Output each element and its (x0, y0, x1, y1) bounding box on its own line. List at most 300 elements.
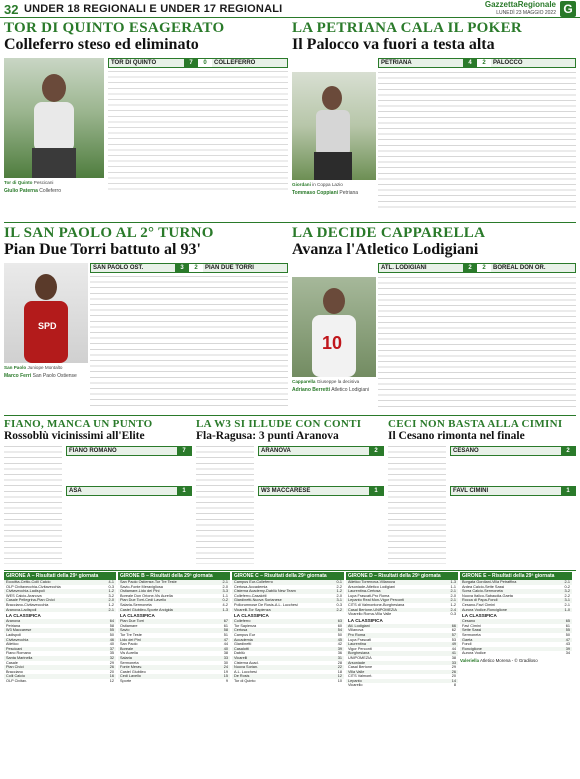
match-score: 1-2 (108, 589, 114, 594)
home-team: ATL. LODIGIANI (379, 264, 463, 272)
team-name: Sporte (120, 678, 132, 683)
article-headline: Fla-Ragusa: 3 punti Aranova (196, 430, 339, 442)
team-name: Aranova (6, 619, 21, 624)
away-team: PIAN DUE TORRI (203, 264, 287, 272)
match-score: 1-2 (336, 589, 342, 594)
player-silhouette (292, 277, 376, 377)
team-points: 26 (109, 665, 114, 670)
caption-text: Atletico Morena - © Gradiloso (479, 657, 538, 663)
results-list (232, 580, 344, 612)
classifica-list (118, 619, 230, 683)
team-points: 37 (109, 646, 114, 651)
match-name: Bracciano-Civitaveccchia (6, 602, 49, 607)
team-name: Sermoneta (462, 632, 481, 637)
article-body (90, 276, 288, 406)
standings-table (4, 572, 116, 777)
match-name: Certosa-Accademia (234, 584, 268, 589)
issue-date: LUNEDÌ 23 MAGGIO 2022 (496, 10, 556, 16)
photo-caption: Capparella Giuseppe la decisiva (292, 379, 360, 384)
scoreboard-away (450, 486, 576, 496)
team-name: Giardinetti (234, 642, 252, 647)
team-points: 53 (451, 637, 456, 642)
article-kicker: LA W3 SI ILLUDE CON CONTI (196, 418, 362, 430)
match-score: 2-1 (108, 607, 114, 612)
team-name: Colleferro (234, 619, 251, 624)
team-name: Casalotti (234, 646, 249, 651)
match-name: Aranova-Ladispoli (6, 607, 37, 612)
team-name: CITS Valmont. (348, 674, 373, 679)
team-points: 67 (223, 619, 228, 624)
team-name: Castel Giubileo (120, 669, 146, 674)
away-team: COLLEFERRO (212, 59, 287, 67)
scoreboard (378, 58, 576, 68)
team-points: 65 (565, 619, 570, 624)
team-points: 50 (565, 632, 570, 637)
team-points: 64 (109, 619, 114, 624)
match-name: Lepanto Real Mon-Vigor Perconti (348, 598, 405, 603)
match-score: 0-3 (450, 612, 456, 617)
away-team: FAVL CIMINI (451, 487, 561, 495)
team-points: 30 (223, 660, 228, 665)
match-name: OLP Civitavecchia-Civitavecchia (6, 584, 61, 589)
team-points: 31 (337, 655, 342, 660)
scoreboard (90, 263, 288, 273)
article-headline: Il Palocco va fuori a testa alta (292, 36, 495, 53)
classifica-title: LA CLASSIFICA (234, 613, 269, 619)
match-score: 4-1 (108, 580, 114, 584)
match-score: 1-3 (450, 580, 456, 584)
article-photo (4, 263, 88, 363)
home-team: PETRIANA (379, 59, 463, 67)
team-name: Salaria (120, 655, 132, 660)
match-name: Colleferro-Casalotti (234, 593, 267, 598)
away-score: 1 (177, 487, 191, 495)
team-name: Petriana (6, 623, 21, 628)
away-team: BOREAL DON OR. (491, 264, 575, 272)
team-name: Cisterna Acad. (234, 660, 259, 665)
team-name: Casale (6, 660, 18, 665)
team-name: Pro Roma (348, 632, 366, 637)
match-score: 3-1 (336, 598, 342, 603)
team-points: 57 (451, 632, 456, 637)
team-points: 38 (223, 651, 228, 656)
article-fiano (4, 418, 192, 568)
standings-table (232, 572, 344, 777)
scoreboard (450, 446, 576, 456)
team-name: Casal Bertone (348, 665, 373, 670)
home-score: 2 (463, 264, 477, 272)
scoreboard (378, 263, 576, 273)
match-name: Salaria-Sermoneta (120, 602, 152, 607)
team-points: 20 (109, 669, 114, 674)
team-name: Campus Eur (234, 632, 256, 637)
home-score: 4 (463, 59, 477, 67)
match-score: 1-0 (564, 607, 570, 612)
team-points: 20 (451, 674, 456, 679)
article-headline: Colleferro steso ed eliminato (4, 36, 199, 53)
team-name: Savio (120, 628, 130, 633)
match-name: Sorra Calcio-Sermoneta (462, 589, 503, 594)
match-score: 1-2 (108, 602, 114, 607)
article-headline: Il Cesano rimonta nel finale (388, 430, 525, 442)
team-points: 35 (109, 651, 114, 656)
team-points: 16 (109, 674, 114, 679)
svg-text:10: 10 (322, 333, 343, 353)
match-score: 0-3 (108, 584, 114, 589)
team-name: Pian Due Torri (120, 619, 144, 624)
team-points: 39 (565, 646, 570, 651)
team-points: 8 (453, 683, 456, 688)
svg-text:SPD: SPD (38, 321, 57, 331)
match-name: Pollorumnose De Rosis-A.L. Lucchesi (234, 602, 298, 607)
team-name: Vicarello (348, 683, 363, 688)
standing-row (460, 651, 572, 656)
home-score: 7 (177, 447, 191, 455)
team-points: 49 (451, 642, 456, 647)
team-name: Villa Valle (348, 669, 365, 674)
results-list (118, 580, 230, 612)
team-points: 19 (223, 669, 228, 674)
team-name: Aurora Vodice (462, 651, 486, 656)
home-team: SAN PAOLO OST. (91, 264, 175, 272)
match-score: 3-2 (108, 593, 114, 598)
second-caption: Giulio Paterna Colleferro (4, 188, 61, 194)
photo-caption: Giordani in Coppa Lazio (292, 182, 343, 187)
match-name: San Paolo Ostiense-Tor Tre Teste (120, 580, 177, 584)
away-score: 2 (477, 59, 491, 67)
match-score: 2-4 (450, 607, 456, 612)
team-name: A.L. Lucchesi (234, 669, 257, 674)
match-name: Giardinetti-Nuova Sorianese (234, 598, 282, 603)
match-score: 0-1 (336, 580, 342, 584)
team-name: Borghesiana (348, 651, 370, 656)
team-points: 42 (337, 642, 342, 647)
home-team: ARANOVA (259, 447, 369, 455)
classifica-title: LA CLASSIFICA (348, 617, 383, 623)
team-points: 58 (223, 628, 228, 633)
team-name: Dabliù (234, 651, 245, 656)
team-points: 55 (109, 628, 114, 633)
article-kicker: TOR DI QUINTO ESAGERATO (4, 20, 225, 36)
team-points: 29 (109, 660, 114, 665)
standings-table (346, 572, 458, 777)
match-name: Cesano-Favl Cimini (462, 602, 496, 607)
article-body (378, 72, 576, 212)
player-silhouette (292, 72, 376, 180)
team-points: 61 (223, 623, 228, 628)
article-kicker: FIANO, MANCA UN PUNTO (4, 418, 153, 430)
team-points: 44 (451, 646, 456, 651)
standing-row (118, 679, 230, 684)
team-name: Tor di Quinto (234, 678, 256, 683)
scoreboard (108, 58, 288, 68)
team-points: 62 (451, 628, 456, 633)
team-points: 26 (451, 669, 456, 674)
results-title: GIRONE B – Risultati della 29ª giornata (118, 572, 230, 580)
team-points: 22 (337, 665, 342, 670)
photo-caption: Tor di Quinto Pescicani (4, 180, 54, 185)
team-points: 32 (109, 655, 114, 660)
team-points: 12 (109, 678, 114, 683)
match-name: Atletico Torrenova-Villanova (348, 580, 395, 584)
match-name: CITS di Valmontone-Borghesiana (348, 602, 405, 607)
match-name: Ostiamare-Lido dei Pini (120, 589, 160, 594)
team-points: 47 (565, 637, 570, 642)
team-name: Bracciano (6, 669, 23, 674)
home-team: FIANO ROMANO (67, 447, 177, 455)
team-name: Pian Civici (6, 665, 24, 670)
home-team: CESANO (451, 447, 561, 455)
results-list (460, 580, 572, 612)
match-score: 1-1 (222, 593, 228, 598)
team-name: San Paolo (120, 642, 138, 647)
match-score: 2-1 (564, 602, 570, 607)
match-score: 1-3 (222, 607, 228, 612)
match-name: Aurora Vodice-Ronciglione (462, 607, 507, 612)
row-divider (4, 222, 576, 223)
team-points: 50 (109, 632, 114, 637)
match-score: 2-0 (108, 598, 114, 603)
section-title: UNDER 18 REGIONALI E UNDER 17 REGIONALI (24, 3, 283, 15)
match-name: Vicarello Roma-Villa Valle (348, 612, 392, 617)
team-name: Villanova (348, 628, 364, 633)
row-divider (4, 570, 576, 571)
match-name: Casal Bertone-UNIPOMEZIA (348, 607, 397, 612)
second-caption: Adriano Berretti Atletico Lodigiani (292, 387, 369, 393)
results-list (4, 580, 116, 612)
away-score: 1 (369, 487, 383, 495)
away-team: ASA (67, 487, 177, 495)
classifica-title: LA CLASSIFICA (120, 613, 155, 619)
team-points: 38 (451, 655, 456, 660)
team-points: 28 (337, 660, 342, 665)
scoreboard-away (258, 486, 384, 496)
team-points: 58 (109, 623, 114, 628)
team-points: 18 (337, 669, 342, 674)
caption-name: Valeriella (460, 657, 480, 663)
away-score: 2 (477, 264, 491, 272)
team-name: Vigor Perconti (348, 646, 372, 651)
away-score: 0 (198, 59, 212, 67)
article-san-paolo (4, 225, 288, 413)
classifica-title: LA CLASSIFICA (462, 613, 497, 619)
away-team: PALOCCO (491, 59, 575, 67)
match-name: Vicarelli-Tor Sapienza (234, 607, 271, 612)
match-name: Castel Giubileo-Sporte Arcigida (120, 607, 173, 612)
match-name: Ardea Calcio-Sette Sassi (462, 584, 505, 589)
team-points: 34 (565, 651, 570, 656)
match-name: WES Calcio-Aranova (6, 593, 42, 598)
results-title: GIRONE E – Risultati della 29ª giornata (460, 572, 572, 580)
home-score: 7 (184, 59, 198, 67)
match-name: Boreale Don Orione-Vis Aurelia (120, 593, 173, 598)
team-points: 12 (337, 674, 342, 679)
team-name: Santa Marinella (6, 655, 33, 660)
team-points: 29 (451, 665, 456, 670)
page-header (0, 0, 580, 18)
article-headline: Rossoblù vicinissimi all'Elite (4, 430, 145, 442)
team-points: 54 (337, 628, 342, 633)
team-name: Laurentina (348, 642, 366, 647)
team-name: Tor Sapienza (234, 623, 257, 628)
team-points: 41 (451, 651, 456, 656)
home-score: 3 (175, 264, 189, 272)
player-silhouette (4, 58, 104, 178)
team-points: 9 (225, 678, 228, 683)
article-body (388, 446, 446, 564)
article-kicker: CECI NON BASTA ALLA CIMINI (388, 418, 563, 430)
match-score: 0-3 (336, 602, 342, 607)
article-kicker: IL SAN PAOLO AL 2° TURNO (4, 225, 214, 241)
match-name: Arsoniade-Atletico Lodigiani (348, 584, 396, 589)
team-points: 46 (109, 637, 114, 642)
team-name: Sermoneta (120, 660, 139, 665)
brand-name: GazzettaRegionale (484, 0, 556, 9)
standing-row (346, 683, 458, 688)
standings-table (118, 572, 230, 777)
match-score: 2-1 (222, 580, 228, 584)
classifica-list (232, 619, 344, 683)
team-points: 60 (337, 623, 342, 628)
team-name: UNIPOMEZIA (348, 655, 372, 660)
article-kicker: LA PETRIANA CALA IL POKER (292, 20, 523, 36)
team-name: Vicarelli (234, 655, 248, 660)
match-name: Lupa Frascati-Pro Roma (348, 593, 390, 598)
away-score: 2 (189, 264, 203, 272)
team-name: Accademia (234, 637, 253, 642)
team-name: Pescicani (6, 646, 23, 651)
team-points: 44 (223, 642, 228, 647)
scoreboard (258, 446, 384, 456)
article-lodigiani (292, 225, 576, 413)
match-score: 2-2 (336, 584, 342, 589)
match-score: 2-0 (450, 593, 456, 598)
team-name: Ostiamare (120, 623, 138, 628)
match-name: Civitavecchia-Ladispoli (6, 589, 45, 594)
team-name: Atl. Lodigiani (348, 623, 370, 628)
article-kicker: LA DECIDE CAPPARELLA (292, 225, 486, 241)
team-name: Cesano (462, 619, 476, 624)
results-title: GIRONE C – Risultati della 29ª giornata (232, 572, 344, 580)
team-points: 36 (337, 651, 342, 656)
team-name: Fiano Romano (6, 651, 31, 656)
match-score: 4-2 (222, 602, 228, 607)
away-score: 1 (561, 487, 575, 495)
match-name: Rocca di Papa-Fondi (462, 598, 498, 603)
home-score: 2 (369, 447, 383, 455)
match-name: Laurentina-Certosa (348, 589, 381, 594)
match-name: Casale Pellegrina-Pian Civici (6, 598, 55, 603)
match-name: Cisterna Academy-Dabliù New Team (234, 589, 296, 594)
article-body (196, 446, 254, 564)
article-photo (292, 277, 376, 377)
brand-logo: G (560, 1, 576, 17)
second-caption: Marco Ferri San Paolo Ostiense (4, 373, 77, 379)
article-body (108, 71, 288, 191)
match-score: 0-2 (222, 598, 228, 603)
scoreboard-away (66, 486, 192, 496)
photo-caption: San Paolo Juniope Montalto (4, 365, 63, 370)
home-team: TOR DI QUINTO (109, 59, 184, 67)
standing-row (232, 679, 344, 684)
article-cesano (388, 418, 576, 568)
match-name: Nuova Italico-Sabaudia-Gaeta (462, 593, 513, 598)
team-name: Boreale (120, 646, 134, 651)
team-points: 50 (337, 632, 342, 637)
results-title: GIRONE D – Risultati della 29ª giornata (346, 572, 458, 580)
home-score: 2 (561, 447, 575, 455)
results-title: GIRONE A – Risultati della 29ª giornata (4, 572, 116, 580)
team-name: Nuova Sorian. (234, 665, 259, 670)
page-number: 32 (4, 2, 19, 17)
match-score: 2-1 (564, 580, 570, 584)
team-name: Favl Cimini (462, 623, 481, 628)
classifica-title: LA CLASSIFICA (6, 613, 41, 619)
team-points: 63 (337, 619, 342, 624)
team-points: 51 (223, 632, 228, 637)
match-score: 2-0 (222, 584, 228, 589)
classifica-list (460, 619, 572, 656)
scoreboard (66, 446, 192, 456)
team-name: Cedi Lavello (120, 674, 141, 679)
match-score: 3-1 (564, 598, 570, 603)
team-points: 33 (223, 655, 228, 660)
team-points: 55 (565, 628, 570, 633)
article-body (378, 277, 576, 407)
second-caption: Tommaso Coppiani Petriana (292, 190, 359, 196)
team-name: Atletico (6, 642, 19, 647)
article-headline: Avanza l'Atletico Lodigiani (292, 241, 479, 258)
player-silhouette (4, 263, 88, 363)
away-team: W3 MACCARESE (259, 487, 369, 495)
match-score: 0-2 (564, 584, 570, 589)
team-name: Vis Aurelia (120, 651, 138, 656)
match-score: 2-1 (450, 598, 456, 603)
team-name: W3 Maccarese (6, 628, 32, 633)
team-name: Colli Calcio (6, 674, 25, 679)
team-name: Sette Sassi (462, 628, 482, 633)
team-name: Certosa (234, 628, 248, 633)
team-name: Civitavecchia (6, 637, 29, 642)
team-name: Lepanto (348, 678, 362, 683)
team-points: 10 (337, 678, 342, 683)
team-name: Fonte Merav. (120, 665, 143, 670)
match-name: Savio-Fonte Meravigliosa (120, 584, 163, 589)
results-list (346, 580, 458, 617)
match-score: 1-1 (450, 584, 456, 589)
team-points: 43 (565, 642, 570, 647)
team-name: Fondi (462, 642, 472, 647)
classifica-list (346, 624, 458, 688)
team-points: 47 (223, 637, 228, 642)
match-score: 2-1 (450, 589, 456, 594)
team-name: Tor Tre Teste (120, 632, 142, 637)
match-name: Pian Due Torri-Cedi Lavello (120, 598, 167, 603)
team-points: 24 (223, 665, 228, 670)
match-name: Borgata Gordiani-Villa Petraffina (462, 580, 517, 584)
match-score: 2-0 (336, 593, 342, 598)
article-headline: Pian Due Torri battuto al 93' (4, 241, 201, 258)
article-tor-di-quinto (4, 20, 288, 220)
team-name: Ronciglione (462, 646, 482, 651)
match-score: 3-3 (222, 589, 228, 594)
team-name: OLP Civitav. (6, 678, 27, 683)
team-points: 33 (451, 660, 456, 665)
team-name: Lido dei Pini (120, 637, 141, 642)
team-points: 40 (109, 642, 114, 647)
team-name: Arsoniade (348, 660, 366, 665)
article-photo (4, 58, 104, 178)
